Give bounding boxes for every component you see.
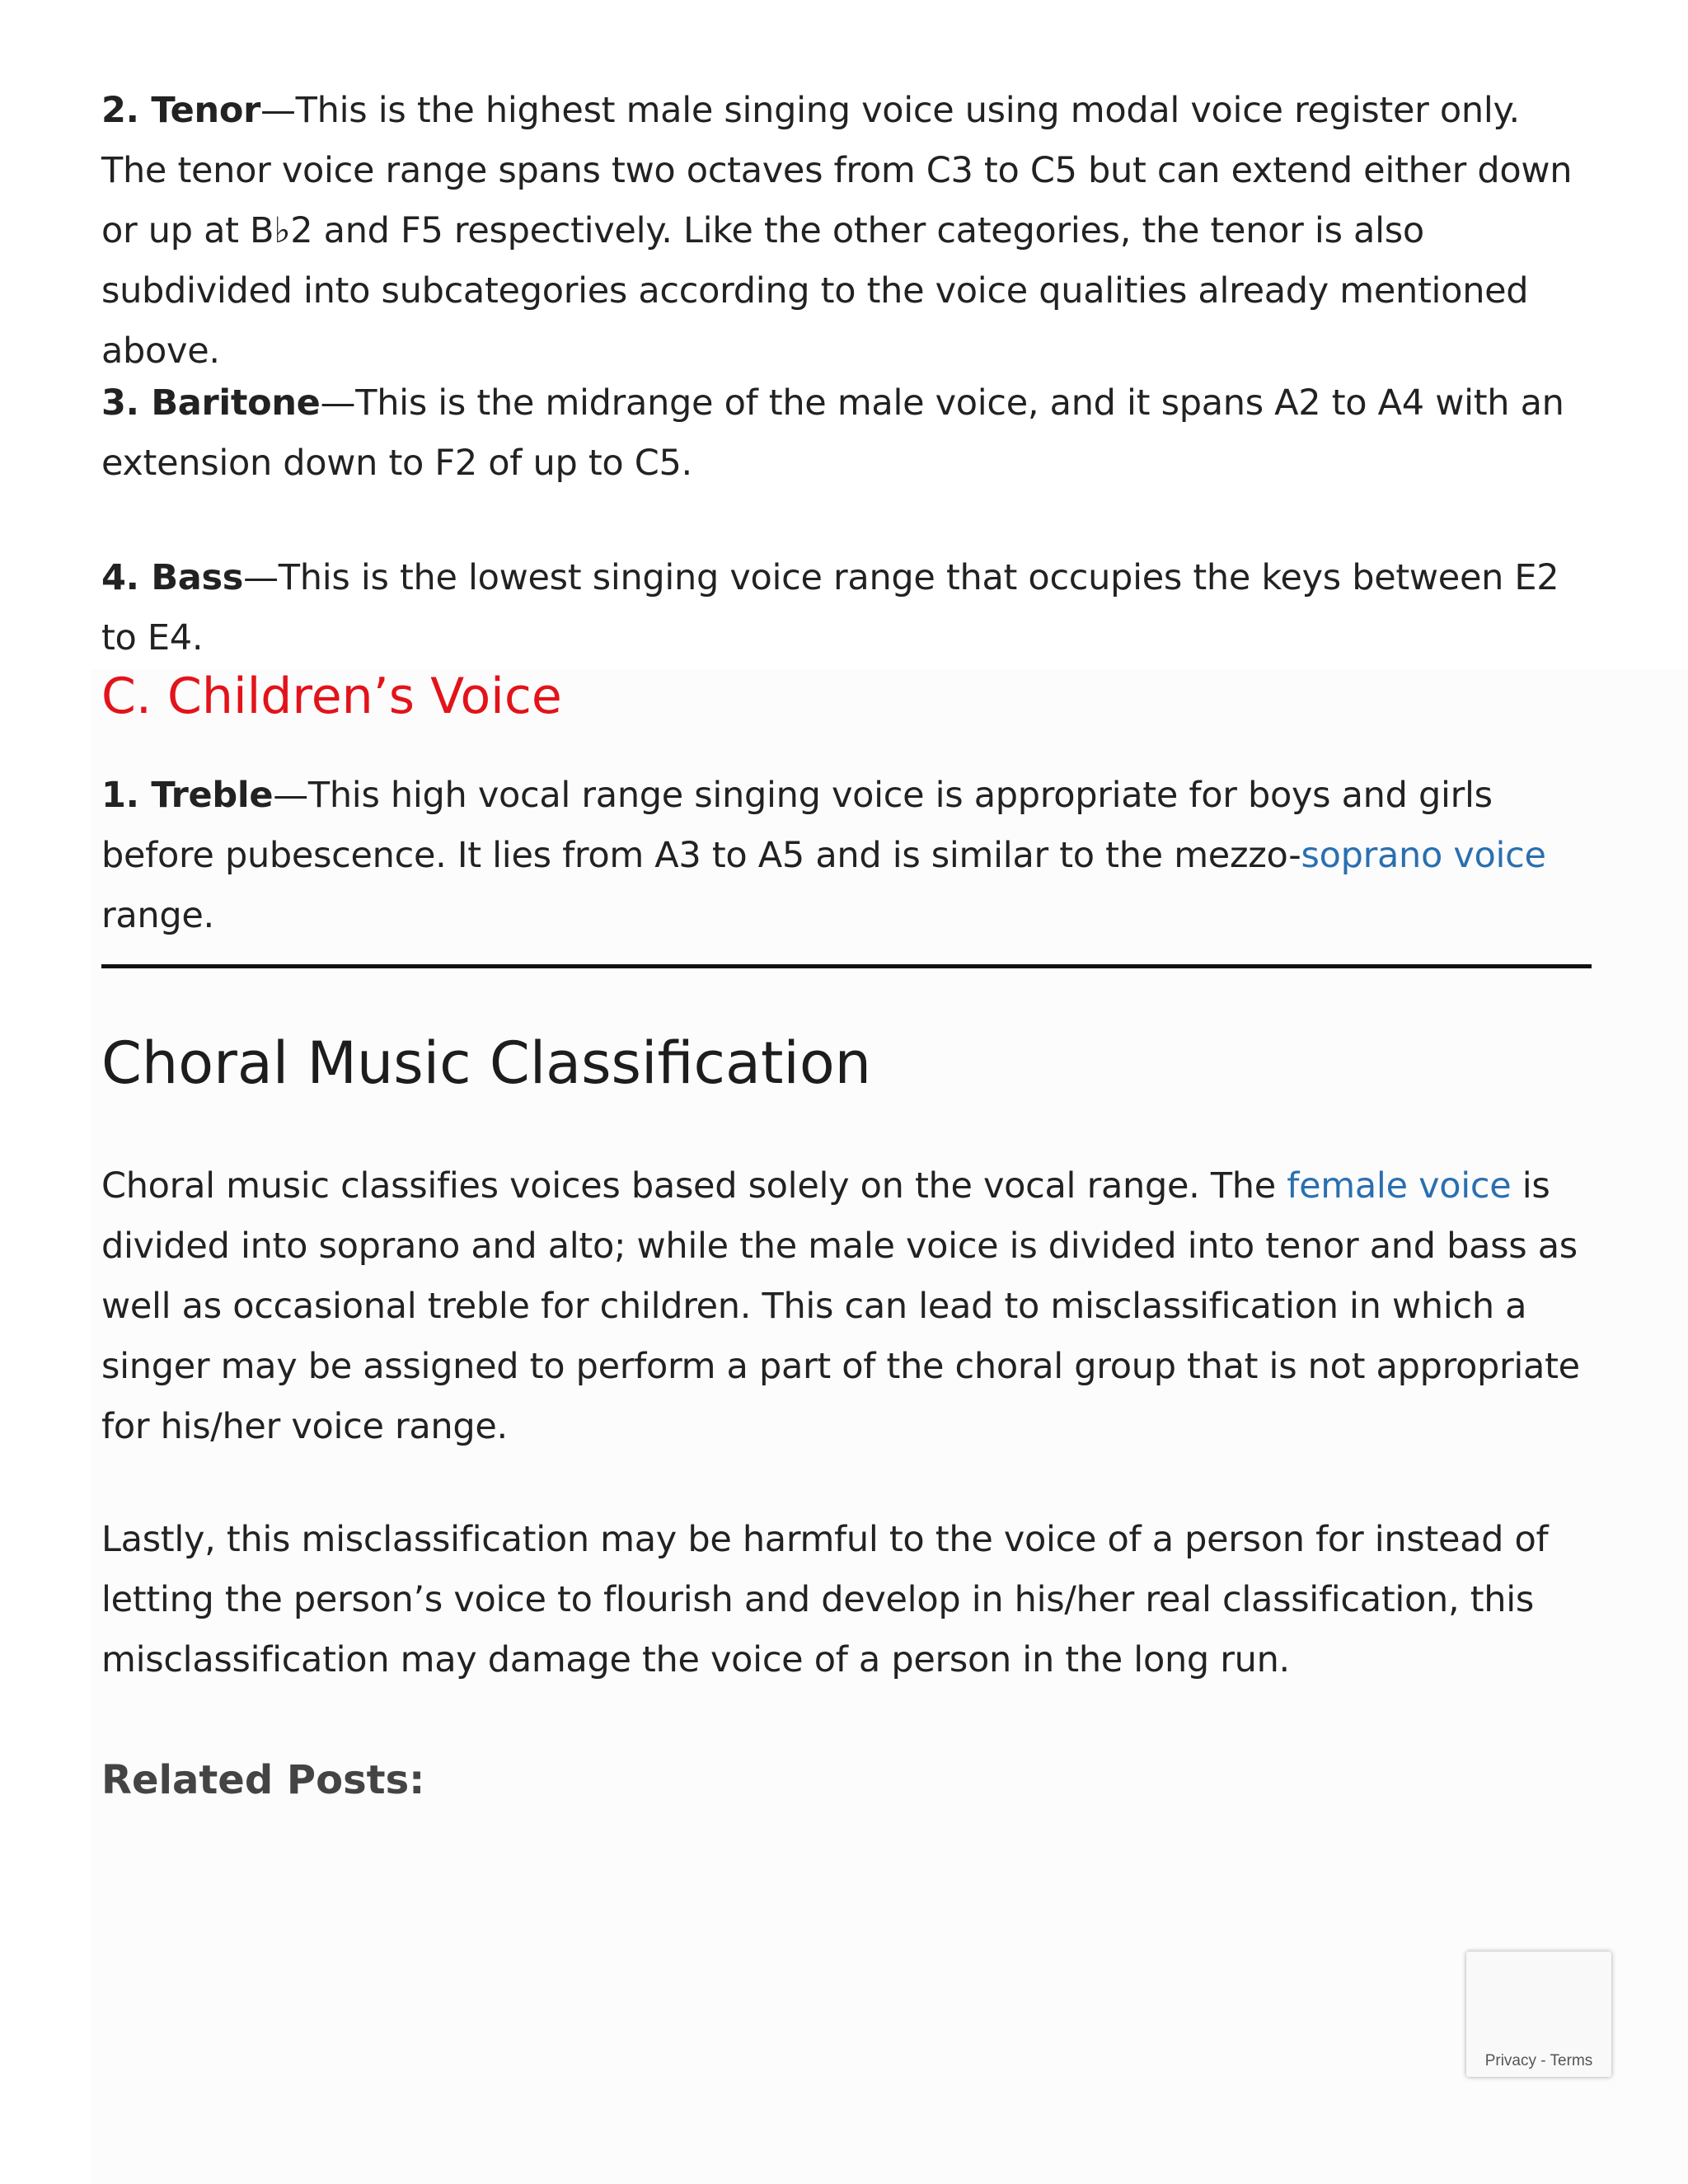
recaptcha-separator: -: [1536, 2052, 1550, 2069]
baritone-label: 3. Baritone: [101, 382, 321, 424]
female-voice-link[interactable]: female voice: [1287, 1165, 1512, 1207]
baritone-paragraph: [101, 373, 1593, 494]
tenor-label: 2. Tenor: [101, 90, 260, 131]
choral-paragraph-2: Lastly, this misclassification may be harmful to the voice of a person for instead of letting the person’s voice to flourish and develop in his/her real classification, this misclassification may damage the voice of a person in the long run.: [101, 1519, 1549, 1680]
recaptcha-terms-link[interactable]: Terms: [1550, 2052, 1593, 2069]
treble-text-end: range.: [101, 895, 214, 936]
treble-label: 1. Treble: [101, 775, 274, 816]
tenor-paragraph: [101, 81, 1593, 382]
treble-text: —This high vocal range singing voice is appropriate for boys and girls before pubescence. It lies from A3 to A5 and is similar to the mezzo-: [101, 775, 1493, 876]
soprano-voice-link[interactable]: soprano voice: [1301, 835, 1546, 876]
bass-label: 4. Bass: [101, 557, 244, 598]
treble-paragraph: [101, 766, 1593, 946]
related-posts-heading: Related Posts:: [101, 1757, 425, 1803]
choral-paragraph-1: [101, 1156, 1593, 1457]
bass-paragraph: [101, 548, 1593, 668]
tenor-text: —This is the highest male singing voice using modal voice register only. The tenor voice range spans two octaves from C3 to C5 but can extend either down or up at B♭2 and F5 respectively. Like the other categories, the tenor is also subdivided into subcategories according to the voice qualities already mentioned above.: [101, 90, 1573, 372]
section-divider: [101, 964, 1592, 968]
recaptcha-privacy-link[interactable]: Privacy: [1484, 2052, 1536, 2069]
recaptcha-links: [1466, 2052, 1611, 2070]
choral-p1-text: Choral music classifies voices based solely on the vocal range. The: [101, 1165, 1287, 1207]
baritone-text: —This is the midrange of the male voice, and it spans A2 to A4 with an extension down to F2 of up to C5.: [101, 382, 1564, 484]
childrens-voice-heading: C. Children’s Voice: [101, 668, 562, 725]
bass-text: —This is the lowest singing voice range that occupies the keys between E2 to E4.: [101, 557, 1559, 658]
section-title: Choral Music Classification: [101, 1029, 872, 1097]
choral-p1-text-end: is divided into soprano and alto; while the male voice is divided into tenor and bass as well as occasional treble for children. This can lead to misclassification in which a singer may be assigned to perform a part of the choral group that is not appropriate for his/her voice range.: [101, 1165, 1580, 1447]
recaptcha-badge[interactable]: [1466, 1952, 1611, 2077]
